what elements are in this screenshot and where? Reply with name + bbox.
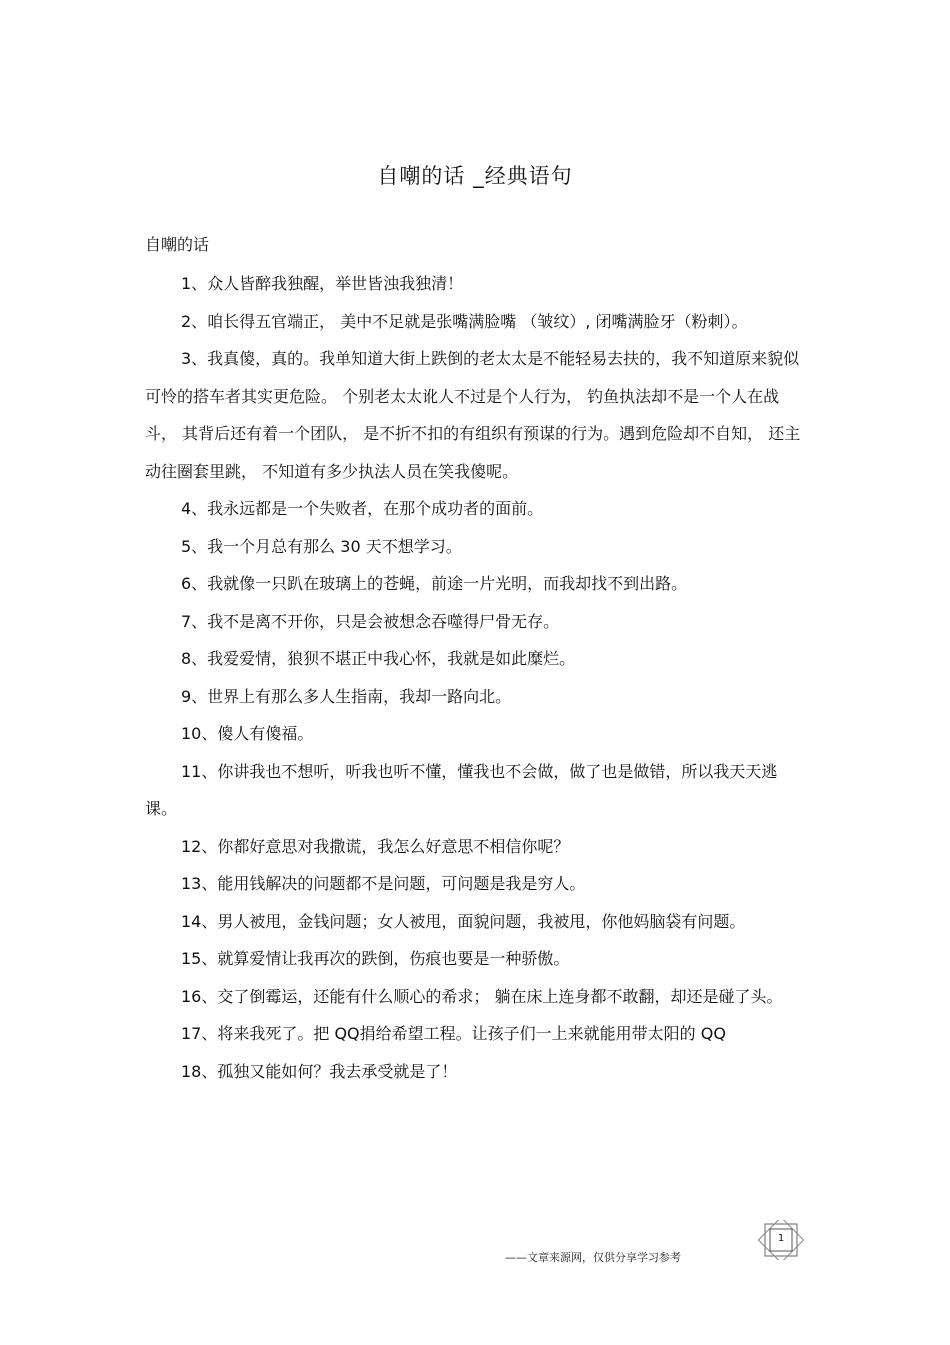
paragraph: 7、我不是离不开你，只是会被想念吞噬得尸骨无存。	[181, 611, 560, 631]
paragraph: 13、能用钱解决的问题都不是问题，可问题是我是穷人。	[181, 874, 586, 893]
section-heading: 自嘲的话	[145, 235, 210, 254]
paragraph: 11、你讲我也不想听，听我也听不懂，懂我也不会做，做了也是做错，所以我天天逃课。	[145, 761, 778, 818]
paragraph: 4、我永远都是一个失败者，在那个成功者的面前。	[181, 499, 544, 518]
page-number-badge	[757, 1220, 805, 1260]
page-title: 自嘲的话 _经典语句	[377, 164, 573, 188]
paragraph: 18、孤独又能如何？我去承受就是了！	[181, 1061, 458, 1081]
page-number: 1	[777, 1233, 785, 1244]
paragraph: 3、我真傻，真的。我单知道大街上跌倒的老太太是不能轻易去扶的，我不知道原来貌似可怜的搭车者其实更危险。 个别老太太讹人不过是个人行为， 钓鱼执法却不是一个人在战斗， 其背后还有着一个团队， 是不折不扣的有组织有预谋的行为。遇到危险却不自知， 还主动往圈套里跳， 不知道有多少执法人员在笑我傻呢。	[145, 349, 801, 481]
paragraph: 15、就算爱情让我再次的跌倒，伤痕也要是一种骄傲。	[181, 949, 570, 968]
paragraph: 16、交了倒霉运，还能有什么顺心的希求； 躺在床上连身都不敢翻，却还是碰了头。	[181, 986, 783, 1006]
paragraph: 10、傻人有傻福。	[181, 724, 314, 743]
paragraph: 6、我就像一只趴在玻璃上的苍蝇，前途一片光明，而我却找不到出路。	[181, 574, 688, 593]
body-text	[145, 265, 805, 1090]
paragraph: 2、咱长得五官端正， 美中不足就是张嘴满脸嘴 （皱纹）, 闭嘴满脸牙（粉刺）。	[181, 311, 748, 331]
footer-note: ——文章来源网，仅供分享学习参考	[505, 1251, 681, 1264]
paragraph: 8、我爱爱情，狼狈不堪正中我心怀，我就是如此糜烂。	[181, 649, 576, 668]
paragraph: 5、我一个月总有那么 30 天不想学习。	[181, 536, 462, 556]
paragraph: 9、世界上有那么多人生指南，我却一路向北。	[181, 686, 512, 706]
paragraph: 1、众人皆醉我独醒，举世皆浊我独清！	[181, 274, 464, 293]
paragraph: 12、你都好意思对我撒谎，我怎么好意思不相信你呢？	[181, 836, 570, 856]
paragraph: 14、男人被甩，金钱问题；女人被甩，面貌问题，我被甩，你他妈脑袋有问题。	[181, 911, 746, 931]
paragraph: 17、将来我死了。把 QQ捐给希望工程。让孩子们一上来就能用带太阳的 QQ	[181, 1024, 726, 1043]
